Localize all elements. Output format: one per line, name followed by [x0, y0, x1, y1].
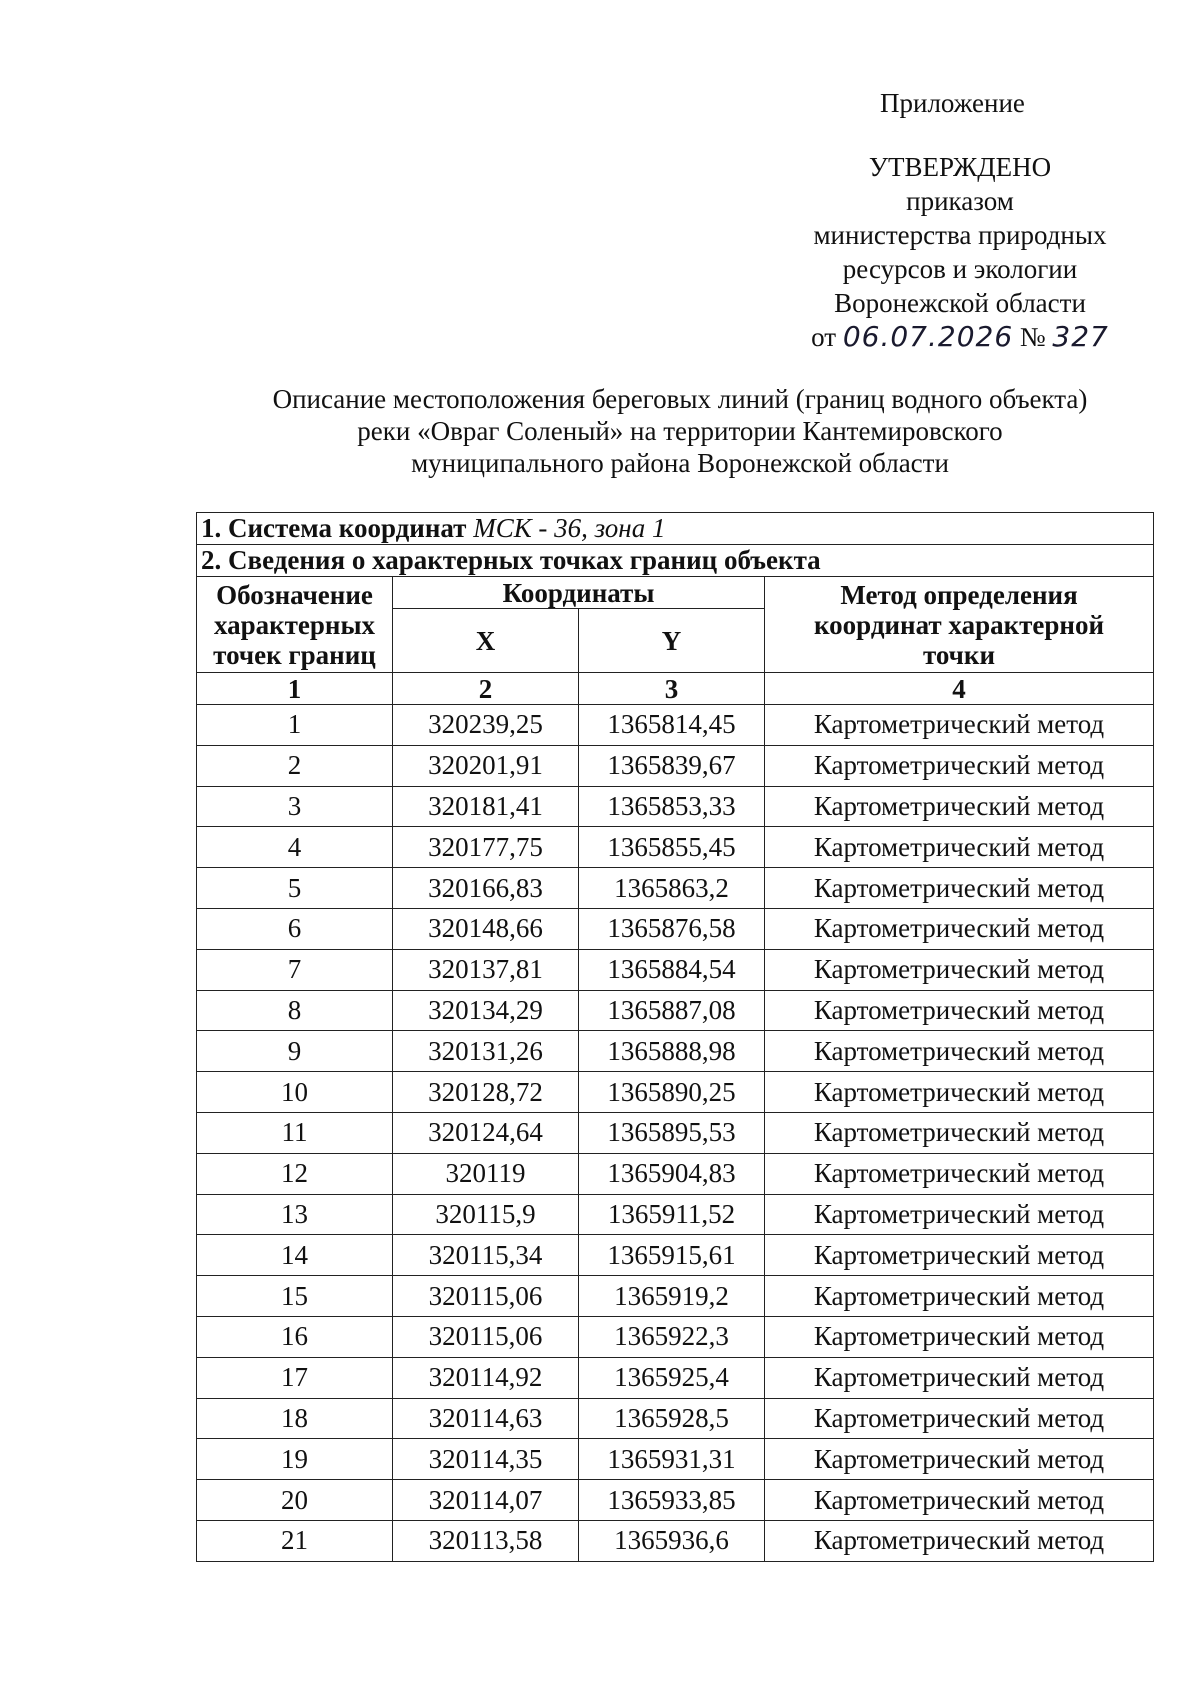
coord-y-cell: 1365814,45 — [579, 705, 765, 746]
col-header-x: X — [393, 609, 579, 673]
col-header-coordinates: Координаты — [393, 577, 765, 609]
table-row — [197, 1153, 1154, 1194]
point-number-cell: 19 — [197, 1439, 393, 1480]
method-cell: Картометрический метод — [765, 1520, 1154, 1561]
point-number-cell: 17 — [197, 1357, 393, 1398]
coord-x-cell: 320148,66 — [393, 908, 579, 949]
by-order-text: приказом — [906, 186, 1014, 216]
method-cell: Картометрический метод — [765, 949, 1154, 990]
point-number-cell: 11 — [197, 1112, 393, 1153]
table-row — [197, 1112, 1154, 1153]
coord-y-cell: 1365887,08 — [579, 990, 765, 1031]
method-cell: Картометрический метод — [765, 1153, 1154, 1194]
method-cell: Картометрический метод — [765, 705, 1154, 746]
coord-y-cell: 1365925,4 — [579, 1357, 765, 1398]
coord-y-cell: 1365904,83 — [579, 1153, 765, 1194]
coord-y-cell: 1365863,2 — [579, 868, 765, 909]
method-cell: Картометрический метод — [765, 1316, 1154, 1357]
points-info-row — [197, 545, 1154, 577]
table-row — [197, 1316, 1154, 1357]
coord-x-cell: 320114,63 — [393, 1398, 579, 1439]
table-row — [197, 868, 1154, 909]
coord-x-cell: 320137,81 — [393, 949, 579, 990]
coord-y-cell: 1365922,3 — [579, 1316, 765, 1357]
table-row — [197, 1276, 1154, 1317]
table-row — [197, 908, 1154, 949]
boundary-points-table — [196, 512, 1154, 1562]
point-number-cell: 6 — [197, 908, 393, 949]
table-row — [197, 1072, 1154, 1113]
method-cell: Картометрический метод — [765, 827, 1154, 868]
coord-x-cell: 320115,06 — [393, 1316, 579, 1357]
method-cell: Картометрический метод — [765, 1480, 1154, 1521]
coord-x-cell: 320134,29 — [393, 990, 579, 1031]
point-number-cell: 15 — [197, 1276, 393, 1317]
ministry-line-3: Воронежской области — [834, 288, 1086, 318]
point-number-cell: 1 — [197, 705, 393, 746]
appendix-label: Приложение — [880, 88, 1025, 118]
method-cell: Картометрический метод — [765, 908, 1154, 949]
method-cell: Картометрический метод — [765, 786, 1154, 827]
point-number-cell: 9 — [197, 1031, 393, 1072]
coord-x-cell: 320115,9 — [393, 1194, 579, 1235]
table-row — [197, 949, 1154, 990]
col-header-point: Обозначение характерных точек границ — [197, 577, 393, 673]
coord-y-cell: 1365890,25 — [579, 1072, 765, 1113]
method-cell: Картометрический метод — [765, 1194, 1154, 1235]
point-number-cell: 20 — [197, 1480, 393, 1521]
table-row — [197, 1439, 1154, 1480]
method-cell: Картометрический метод — [765, 1072, 1154, 1113]
table-row — [197, 1480, 1154, 1521]
coord-y-cell: 1365839,67 — [579, 745, 765, 786]
coord-y-cell: 1365884,54 — [579, 949, 765, 990]
table-row — [197, 786, 1154, 827]
ministry-line-1: министерства природных — [813, 220, 1107, 250]
coord-x-cell: 320128,72 — [393, 1072, 579, 1113]
coord-x-cell: 320131,26 — [393, 1031, 579, 1072]
coord-x-cell: 320177,75 — [393, 827, 579, 868]
method-cell: Картометрический метод — [765, 1439, 1154, 1480]
column-number: 2 — [393, 673, 579, 705]
ministry-line-2: ресурсов и экологии — [842, 254, 1078, 284]
coord-x-cell: 320114,07 — [393, 1480, 579, 1521]
point-number-cell: 14 — [197, 1235, 393, 1276]
method-cell: Картометрический метод — [765, 1235, 1154, 1276]
table-body — [197, 705, 1154, 1562]
method-cell: Картометрический метод — [765, 990, 1154, 1031]
method-cell: Картометрический метод — [765, 1357, 1154, 1398]
number-sign: № — [1019, 322, 1046, 352]
coord-y-cell: 1365876,58 — [579, 908, 765, 949]
coord-y-cell: 1365931,31 — [579, 1439, 765, 1480]
document-title — [200, 383, 1160, 479]
coordinate-system-row — [197, 513, 1154, 545]
header-row-1 — [197, 577, 1154, 609]
order-date-line — [770, 320, 1150, 354]
order-date: 06.07.2026 — [842, 320, 1014, 353]
table-row — [197, 1194, 1154, 1235]
coordinate-system-label: 1. Система координат — [201, 513, 467, 543]
coordinate-system-value: МСК - 36, зона 1 — [473, 513, 666, 543]
table-row — [197, 1357, 1154, 1398]
col-header-method: Метод определения координат характерной точки — [765, 577, 1154, 673]
point-number-cell: 21 — [197, 1520, 393, 1561]
col-header-y: Y — [579, 609, 765, 673]
coord-y-cell: 1365855,45 — [579, 827, 765, 868]
coord-x-cell: 320239,25 — [393, 705, 579, 746]
coord-y-cell: 1365888,98 — [579, 1031, 765, 1072]
coord-y-cell: 1365919,2 — [579, 1276, 765, 1317]
coord-x-cell: 320119 — [393, 1153, 579, 1194]
coord-x-cell: 320124,64 — [393, 1112, 579, 1153]
point-number-cell: 7 — [197, 949, 393, 990]
coord-y-cell: 1365936,6 — [579, 1520, 765, 1561]
coord-x-cell: 320114,92 — [393, 1357, 579, 1398]
coord-x-cell: 320201,91 — [393, 745, 579, 786]
method-cell: Картометрический метод — [765, 1112, 1154, 1153]
coord-y-cell: 1365928,5 — [579, 1398, 765, 1439]
approval-block — [770, 150, 1150, 354]
table-row — [197, 827, 1154, 868]
table-row — [197, 705, 1154, 746]
point-number-cell: 2 — [197, 745, 393, 786]
coord-x-cell: 320113,58 — [393, 1520, 579, 1561]
coord-x-cell: 320166,83 — [393, 868, 579, 909]
column-number: 4 — [765, 673, 1154, 705]
point-number-cell: 18 — [197, 1398, 393, 1439]
title-line-3: муниципального района Воронежской области — [411, 448, 949, 478]
point-number-cell: 16 — [197, 1316, 393, 1357]
point-number-cell: 13 — [197, 1194, 393, 1235]
table-row — [197, 1031, 1154, 1072]
coord-y-cell: 1365895,53 — [579, 1112, 765, 1153]
method-cell: Картометрический метод — [765, 1276, 1154, 1317]
coord-x-cell: 320114,35 — [393, 1439, 579, 1480]
points-info-label: 2. Сведения о характерных точках границ объекта — [197, 545, 1154, 577]
column-number-row — [197, 673, 1154, 705]
title-line-1: Описание местоположения береговых линий (границ водного объекта) — [272, 384, 1088, 414]
point-number-cell: 5 — [197, 868, 393, 909]
title-line-2: реки «Овраг Соленый» на территории Кантемировского — [357, 416, 1003, 446]
table-row — [197, 1235, 1154, 1276]
method-cell: Картометрический метод — [765, 1398, 1154, 1439]
table-row — [197, 1398, 1154, 1439]
method-cell: Картометрический метод — [765, 1031, 1154, 1072]
table-row — [197, 990, 1154, 1031]
point-number-cell: 12 — [197, 1153, 393, 1194]
coord-y-cell: 1365853,33 — [579, 786, 765, 827]
column-number: 3 — [579, 673, 765, 705]
point-number-cell: 10 — [197, 1072, 393, 1113]
table-row — [197, 745, 1154, 786]
point-number-cell: 3 — [197, 786, 393, 827]
coord-y-cell: 1365915,61 — [579, 1235, 765, 1276]
coord-x-cell: 320181,41 — [393, 786, 579, 827]
date-prefix: от — [811, 322, 837, 352]
coord-y-cell: 1365933,85 — [579, 1480, 765, 1521]
order-number: 327 — [1052, 320, 1109, 353]
column-number: 1 — [197, 673, 393, 705]
point-number-cell: 4 — [197, 827, 393, 868]
method-cell: Картометрический метод — [765, 868, 1154, 909]
approved-stamp-text: УТВЕРЖДЕНО — [868, 152, 1052, 182]
method-cell: Картометрический метод — [765, 745, 1154, 786]
coord-y-cell: 1365911,52 — [579, 1194, 765, 1235]
coord-x-cell: 320115,34 — [393, 1235, 579, 1276]
coord-x-cell: 320115,06 — [393, 1276, 579, 1317]
table-row — [197, 1520, 1154, 1561]
point-number-cell: 8 — [197, 990, 393, 1031]
